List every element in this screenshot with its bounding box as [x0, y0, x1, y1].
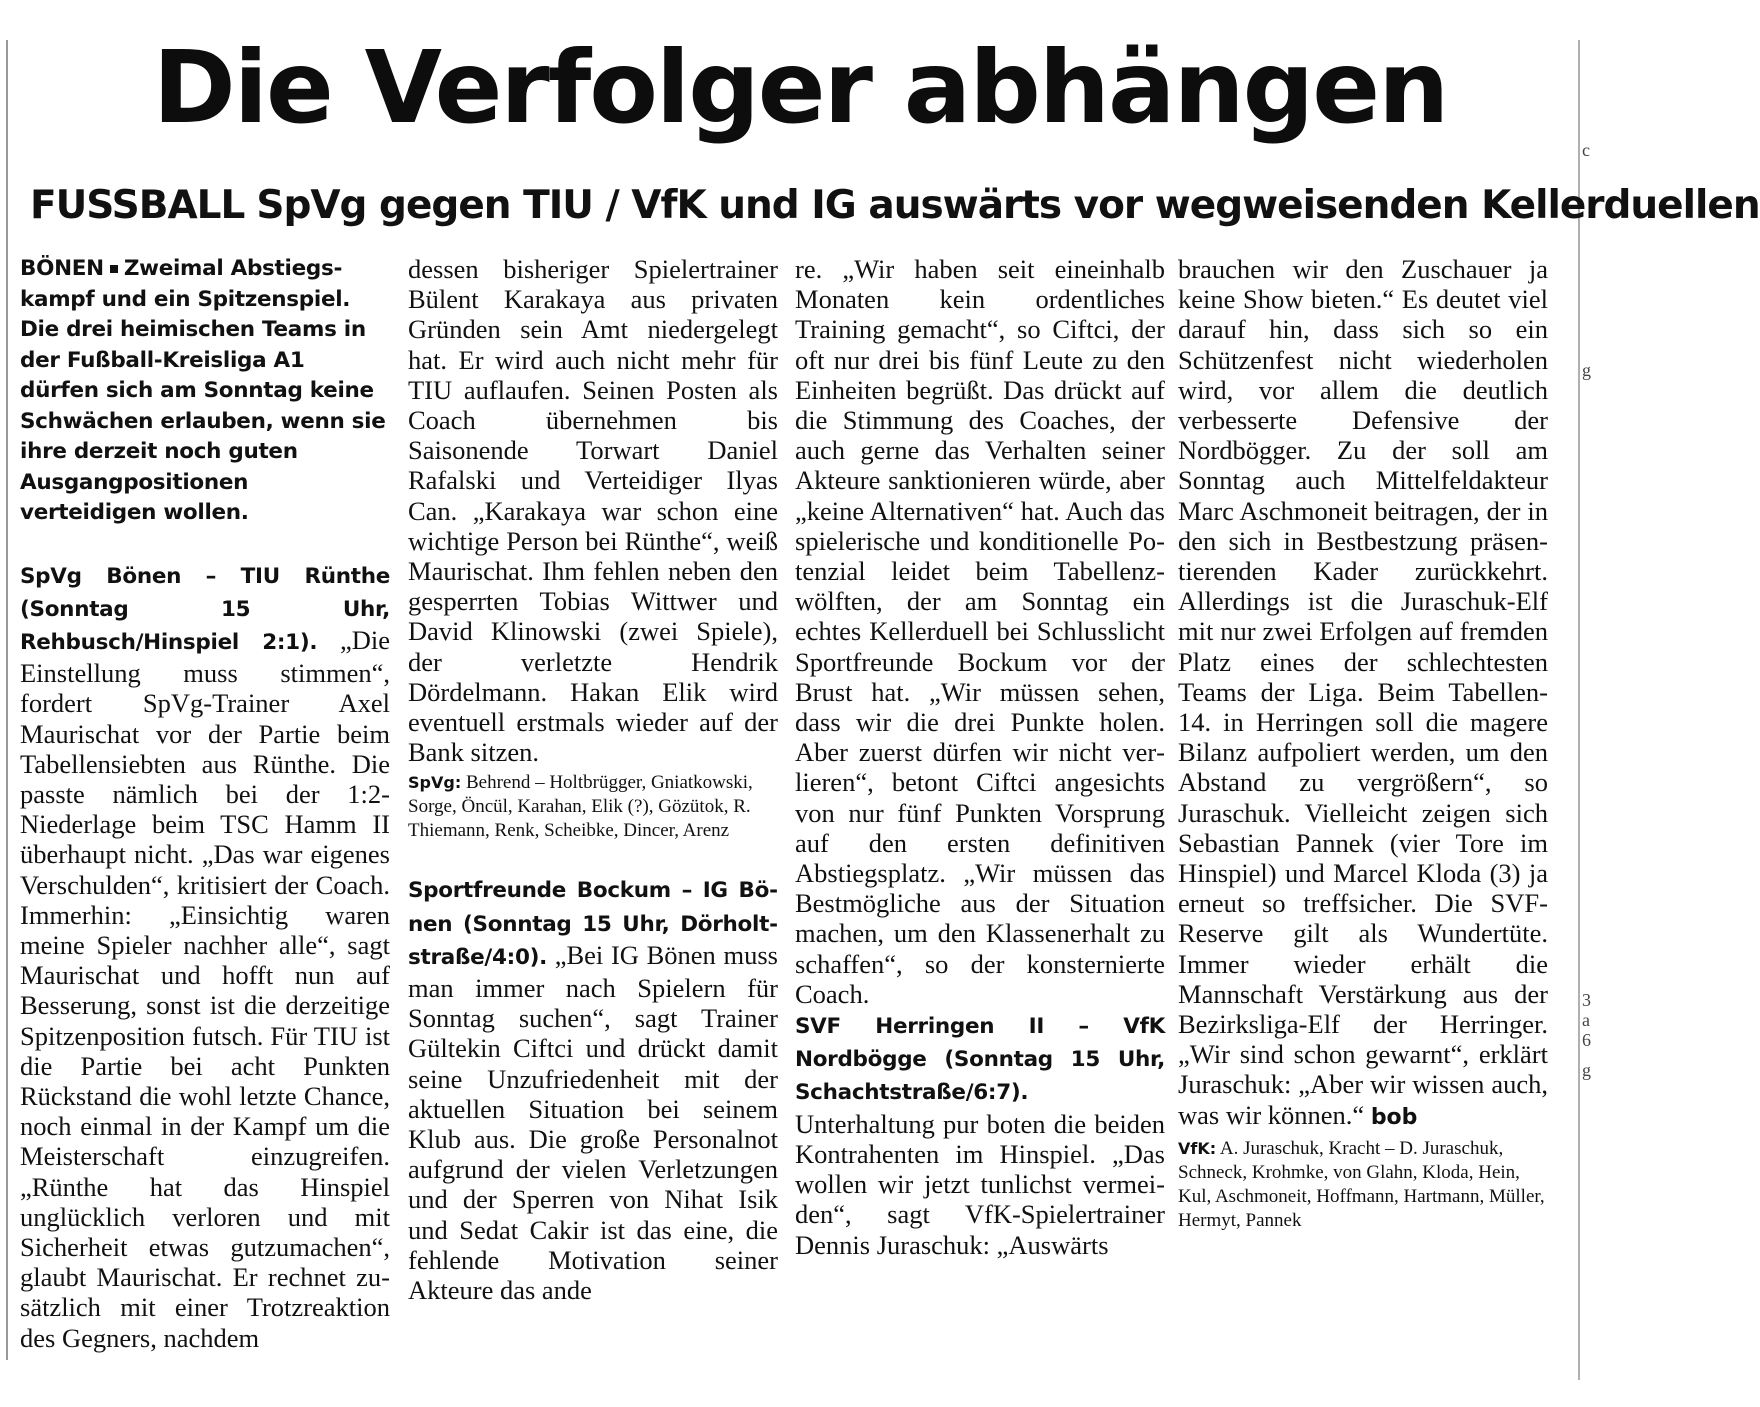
- subheadline-text: SpVg gegen TIU / VfK und IG auswärts vor wegweisenden Kellerduellen: [256, 183, 1760, 228]
- neighbor-text-fragment: g: [1582, 1060, 1591, 1080]
- article-column-1: [20, 254, 390, 1353]
- dateline: BÖNEN: [20, 256, 104, 281]
- vfk-roster: [1178, 1137, 1548, 1233]
- spvg-roster: [408, 771, 778, 843]
- match3-paragraph: SVF Herringen II – VfK Nordbögge (Sonntag 15 Uhr, Schachtstraße/6:7). Unterhaltung pur boten die beiden Kontrahenten im Hinspiel. „Das wollen wir jetzt tunlichst vermeiden“, sagt VfK-Spielertrainer Dennis Juraschuk: „Auswärts: [795, 1014, 1165, 1260]
- roster-team-label: VfK:: [1178, 1138, 1217, 1158]
- neighbor-text-fragment: 6: [1582, 1030, 1591, 1050]
- kicker: FUSSBALL: [30, 183, 245, 228]
- subheadline: [30, 183, 1760, 229]
- scan-right-edge: [1578, 40, 1580, 1380]
- article-column-4: [1178, 254, 1548, 1233]
- headline: Die Verfolger abhängen: [152, 29, 1448, 146]
- match1-header: SpVg Bönen – TIU Rünthe (Sonntag 15 Uhr, Rehbusch/Hinspiel 2:1).: [20, 563, 390, 655]
- article-column-2: [408, 254, 778, 1305]
- roster-team-label: SpVg:: [408, 773, 462, 793]
- match1-paragraph: SpVg Bönen – TIU Rünthe (Sonntag 15 Uhr, Rehbusch/Hinspiel 2:1). „Die Einstellung muss stimmen“, fordert SpVg-Trainer Axel Maurischat vor der Partie beim Tabellensiebten aus Rünthe. Die passte nämlich bei der 1:2-Niederlage beim TSC Hamm II überhaupt nicht. „Das war eigenes Verschulden“, kritisiert der Coach. Immerhin: „Einsichtig waren meine Spieler nachher alle“, sagt Maurischat und hofft nun auf Besserung, sonst ist die derzeitige Spitzenposition futsch. Für TIU ist die Partie bei acht Punkten Rückstand die wohl letzte Chance, noch einmal in der Kampf um die Meisterschaft einzugreifen. „Rünthe hat das Hinspiel unglücklich verloren und mit Sicherheit etwas gutzumachen“, glaubt Maurischat. Er rechnet zusätzlich mit einer Trotzreaktion des Gegners, nachdem: [20, 563, 390, 1353]
- author-signature: bob: [1370, 1104, 1418, 1130]
- match1-paragraph-cont: dessen bisheriger Spielertrainer Bülent Karakaya aus privaten Gründen sein Amt niedergelegt hat. Er wird auch nicht mehr für TIU auflaufen. Seinen Posten als Coach übernehmen bis Saisonende Torwart Daniel Rafalski und Verteidiger Ilyas Can. „Karakaya war schon eine wichtige Person bei Rünthe“, weiß Maurischat. Ihm fehlen neben den gesperrten Tobias Wittwer und David Klinowski (zwei Spiele), der verletzte Hendrik Dördelmann. Hakan Elik wird eventuell erstmals wieder auf der Bank sitzen.: [408, 254, 778, 768]
- match3-header: SVF Herringen II – VfK Nordbögge (Sonntag 15 Uhr, Schachtstraße/6:7).: [795, 1014, 1165, 1106]
- neighbor-text-fragment: a: [1582, 1010, 1590, 1030]
- neighbor-text-fragment: g: [1582, 360, 1591, 380]
- roster-names: A. Juraschuk, Kracht – D. Juraschuk, Schneck, Krohmke, von Glahn, Kloda, Hein, Kul, Aschmoneit, Hoffmann, Hartmann, Müller, Hermyt, Pannek: [1178, 1137, 1545, 1231]
- neighbor-text-fragment: 3: [1582, 990, 1591, 1010]
- match3-paragraph-cont: brauchen wir den Zuschauer ja keine Show bieten.“ Es deutet viel darauf hin, dass sich so ein Schützenfest nicht wiederholen wird, vor allem die deutlich verbesserte Defensive der Nordbögger. Zu der soll am Sonntag auch Mittelfeldakteur Marc Aschmoneit beitragen, der in den sich in Bestbestzung präsentierenden Kader zurückkehrt. Allerdings ist die Juraschuk-Elf mit nur zwei Erfolgen auf fremden Platz eines der schlechtesten Teams der Liga. Beim Tabellen-14. in Herringen soll die magere Bilanz aufpoliert werden, um den Abstand zu vergrößern“, so Juraschuk. Vielleicht zeigen sich Sebastian Pannek (vier Tore im Hinspiel) und Marcel Kloda (3) ja erneut so treffsicher. Die SVF-Reserve gilt als Wundertüte. Immer wieder erhält die Mannschaft Verstärkung aus der Bezirksliga-Elf der Herringer. „Wir sind schon gewarnt“, erklärt Juraschuk: „Aber wir wissen auch, was wir können.“ bob: [1178, 254, 1548, 1130]
- neighbor-text-fragment: c: [1582, 140, 1590, 160]
- roster-names: Behrend – Holtbrügger, Gniatkowski, Sorge, Öncül, Karahan, Elik (?), Gözütok, R. Thiemann, Renk, Scheibke, Dincer, Arenz: [408, 772, 753, 842]
- match2-paragraph: Sportfreunde Bockum – IG Bönen (Sonntag 15 Uhr, Dörholtstraße/4:0). „Bei IG Bönen muss man immer nach Spielern für Sonntag suchen“, sagt Trainer Gültekin Ciftci und drückt damit seine Unzufriedenheit mit der aktuellen Situation bei seinem Klub aus. Die große Personalnot aufgrund der vielen Verletzungen und der Sperren von Nihat Isik und Sedat Cakir ist das eine, die fehlende Motivation seiner Akteure das ande: [408, 878, 778, 1306]
- match2-header: Sportfreunde Bockum – IG Bönen (Sonntag 15 Uhr, Dörholtstraße/4:0).: [408, 878, 778, 970]
- dateline-bullet-icon: [110, 265, 118, 273]
- article-column-3: [795, 254, 1165, 1260]
- match2-paragraph-cont: re. „Wir haben seit eineinhalb Monaten kein ordentliches Training gemacht“, so Ciftci, der oft nur drei bis fünf Leute zu den Einheiten begrüßt. Das drückt auf die Stimmung des Coaches, der auch gerne das Verhalten seiner Akteure sanktionieren würde, aber „keine Alternativen“ hat. Auch das spielerische und konditionelle Potenzial leidet beim Tabellenzwölften, der am Sonntag ein echtes Kellerduell bei Schlusslicht Sportfreunde Bockum vor der Brust hat. „Wir müssen sehen, dass wir die drei Punkte holen. Aber zuerst dürfen wir nicht verlieren“, betont Ciftci angesichts von nur fünf Punkten Vorsprung auf den ersten definitiven Abstiegsplatz. „Wir müssen das Bestmögliche aus der Situation machen, um den Klassenerhalt zu schaffen“, so der konsternierte Coach.: [795, 254, 1165, 1009]
- lead-paragraph: BÖNEN Zweimal Abstiegskampf und ein Spitzenspiel. Die drei heimischen Teams in der Fußball-Kreisliga A1 dürfen sich am Sonntag keine Schwächen erlauben, wenn sie ihre derzeit noch guten Ausgangpositionen verteidigen wollen.: [20, 256, 386, 525]
- scan-left-edge: [6, 40, 8, 1360]
